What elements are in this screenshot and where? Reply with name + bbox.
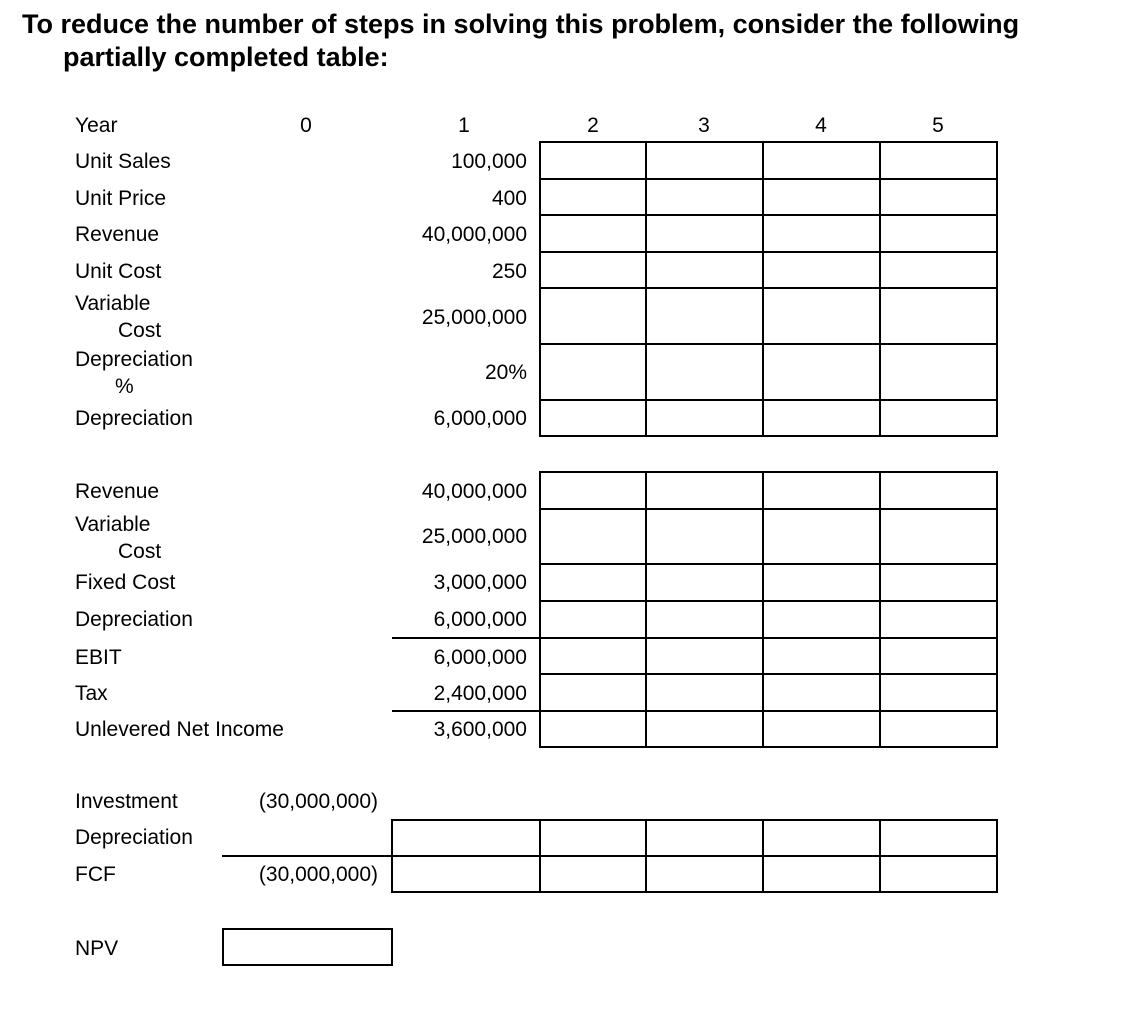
label-line: Variable [75, 513, 151, 536]
row-label-depreciation: Depreciation [75, 826, 193, 849]
row-label-depreciation: Depreciation [75, 407, 193, 430]
npv-input-box[interactable] [222, 928, 393, 966]
row-label-investment: Investment [75, 790, 178, 813]
row-label-depreciation: Depreciation [75, 608, 193, 631]
year-5-header: 5 [932, 114, 944, 137]
npv-label: NPV [75, 937, 119, 960]
depreciation-pct-year1: 20% [484, 361, 527, 384]
row-label-unit-price: Unit Price [75, 187, 167, 210]
label-line: Cost [118, 319, 162, 342]
instruction-line-2: partially completed table: [63, 42, 389, 72]
is-ebit-year1: 6,000,000 [433, 646, 527, 669]
instruction-line-1: To reduce the number of steps in solving this problem, consider the following [22, 9, 1020, 39]
label-line: Depreciation [75, 348, 193, 371]
is-depreciation-year1: 6,000,000 [433, 608, 527, 631]
is-unlevered-net-income-year1: 3,600,000 [433, 718, 527, 741]
row-label-fcf: FCF [75, 863, 116, 886]
depreciation-year1: 6,000,000 [433, 407, 527, 430]
row-label-ebit: EBIT [75, 646, 122, 669]
row-label-fixed-cost: Fixed Cost [75, 571, 176, 594]
is-tax-year1: 2,400,000 [433, 682, 527, 705]
unit-price-year1: 400 [491, 187, 527, 210]
row-label-unit-cost: Unit Cost [75, 260, 162, 283]
year-0-header: 0 [300, 114, 312, 137]
row-label-revenue: Revenue [75, 480, 160, 503]
year-3-header: 3 [698, 114, 710, 137]
label-line: Variable [75, 292, 151, 315]
year-header-label: Year [75, 114, 118, 137]
row-label-tax: Tax [75, 682, 108, 705]
label-line: % [115, 375, 134, 398]
subtotal-underline [222, 855, 392, 857]
is-variable-cost-year1: 25,000,000 [421, 525, 527, 548]
row-label-variable-cost [75, 290, 161, 344]
year-2-header: 2 [587, 114, 599, 137]
year-4-header: 4 [815, 114, 827, 137]
label-line: Cost [118, 540, 162, 563]
unit-cost-year1: 250 [491, 260, 527, 283]
revenue-year1: 40,000,000 [421, 223, 527, 246]
row-label-unlevered-net-income: Unlevered Net Income [75, 718, 284, 741]
row-label-variable-cost [75, 511, 161, 565]
row-label-depreciation-pct [75, 346, 193, 400]
variable-cost-year1: 25,000,000 [421, 306, 527, 329]
row-label-revenue: Revenue [75, 223, 160, 246]
row-label-unit-sales: Unit Sales [75, 150, 171, 173]
subtotal-underline [392, 637, 540, 639]
fcf-year0: (30,000,000) [258, 863, 378, 886]
is-revenue-year1: 40,000,000 [421, 480, 527, 503]
is-fixed-cost-year1: 3,000,000 [433, 571, 527, 594]
problem-instruction [22, 8, 1019, 74]
subtotal-underline [392, 710, 540, 712]
unit-sales-year1: 100,000 [451, 150, 527, 173]
investment-year0: (30,000,000) [258, 790, 378, 813]
year-1-header: 1 [458, 114, 470, 137]
